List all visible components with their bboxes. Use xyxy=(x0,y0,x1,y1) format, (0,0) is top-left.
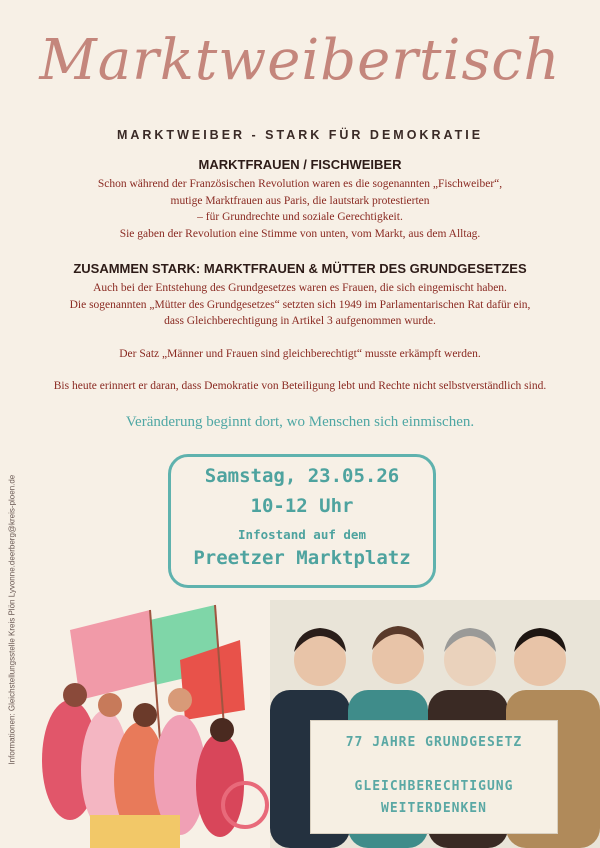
sign-line-3: WEITERDENKEN xyxy=(381,801,487,816)
crowd-illustration xyxy=(30,600,280,848)
event-box xyxy=(168,454,436,588)
protest-sign xyxy=(310,720,558,834)
event-time: 10-12 Uhr xyxy=(250,495,354,517)
section2-closing: Bis heute erinnert er daran, dass Demokratie von Beteiligung lebt und Rechte nicht selbstverständlich sind. xyxy=(53,380,547,392)
section1-line: – für Grundrechte und soziale Gerechtigkeit. xyxy=(197,211,403,223)
sign-line-1: 77 JAHRE GRUNDGESETZ xyxy=(345,735,523,750)
section2-text xyxy=(20,280,580,330)
tagline: Veränderung beginnt dort, wo Menschen sich einmischen. xyxy=(125,414,475,430)
event-info: Infostand auf dem xyxy=(238,527,366,542)
sign-line-2: GLEICHBERECHTIGUNG xyxy=(354,779,514,794)
section2-quote: Der Satz „Männer und Frauen sind gleichberechtigt“ musste erkämpft werden. xyxy=(119,348,481,360)
section1-heading: MARKTFRAUEN / FISCHWEIBER xyxy=(198,157,402,172)
page-title: Marktweibertisch xyxy=(39,28,561,93)
section2-line: Auch bei der Entstehung des Grundgesetzes waren es Frauen, die sich eingemischt haben. xyxy=(93,282,507,294)
section2-line: Die sogenannten „Mütter des Grundgesetzes“ setzten sich 1949 im Parlamentarischen Rat dafür ein, xyxy=(69,298,531,311)
section2-heading: ZUSAMMEN STARK: MARKTFRAUEN & MÜTTER DES GRUNDGESETZES xyxy=(73,261,527,276)
section2-line: dass Gleichberechtigung in Artikel 3 aufgenommen wurde. xyxy=(164,315,436,327)
section1-text xyxy=(20,176,580,242)
contact-info: Informationen: Gleichstellungsstelle Kreis Plön Lyvonne.deerberg@kreis-ploen.de xyxy=(7,474,17,765)
flag-pink xyxy=(70,610,160,700)
section1-line: Schon während der Französischen Revolution waren es die sogenannten „Fischweiber“, xyxy=(97,178,503,190)
event-place: Preetzer Marktplatz xyxy=(193,547,411,569)
section1-line: mutige Marktfrauen aus Paris, die lautstark protestierten xyxy=(170,194,430,207)
section1-line: Sie gaben der Revolution eine Stimme von unten, vom Markt, aus dem Alltag. xyxy=(119,227,481,240)
page-subtitle: MARKTWEIBER - STARK FÜR DEMOKRATIE xyxy=(116,128,484,142)
event-date: Samstag, 23.05.26 xyxy=(204,465,400,487)
